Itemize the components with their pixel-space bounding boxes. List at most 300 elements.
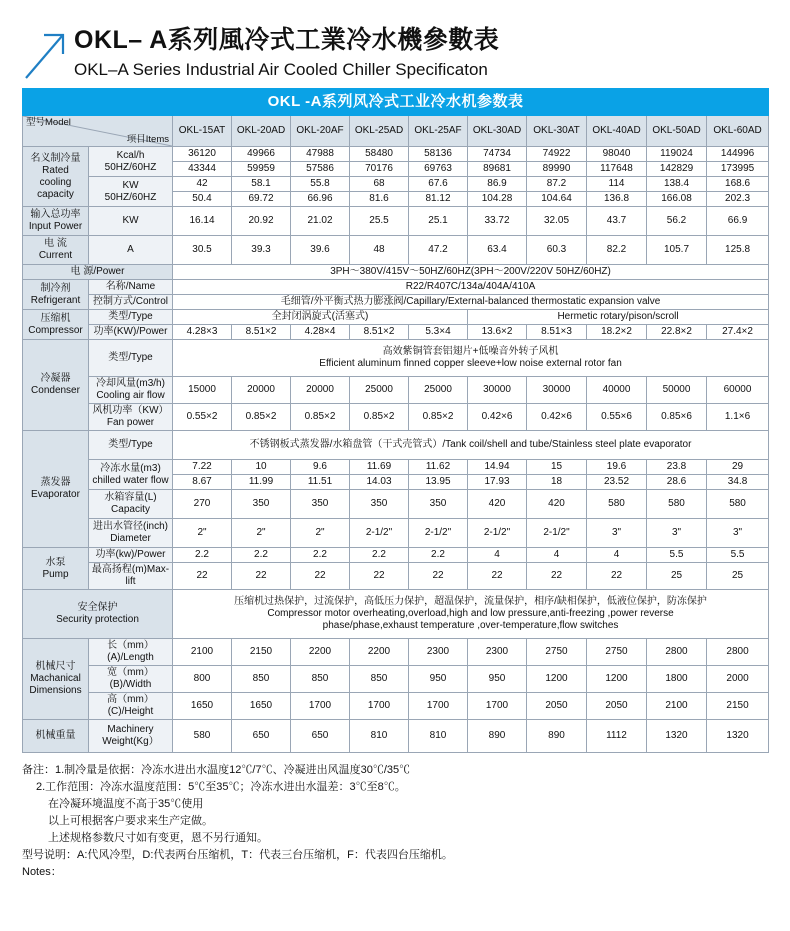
cell: 32.05 [527,207,587,236]
cell: 47.2 [409,236,468,265]
cell: 22 [409,563,468,590]
security-value [173,590,769,639]
cell: 350 [291,490,350,519]
model-name: OKL-25AD [354,125,404,136]
cell: 60.3 [527,236,587,265]
model-header-cell [468,116,527,147]
label-cn: 机械尺寸 [35,661,76,672]
cell: 2000 [707,666,769,693]
label-cn: 蒸发器 [40,477,71,488]
cell: 350 [350,490,409,519]
cell: 800 [173,666,232,693]
cell: 69.72 [232,192,291,207]
cell: 40000 [587,377,647,404]
cell: 22 [173,563,232,590]
cell: 114 [587,177,647,192]
cell: 19.6 [587,460,647,475]
label-cn: 压缩机 [40,312,71,324]
row-label-evaporator [23,431,89,548]
cell: 0.85×2 [350,404,409,431]
cell: 39.6 [291,236,350,265]
cell: 63.4 [468,236,527,265]
model-header-cell [527,116,587,147]
cell: 74922 [527,147,587,162]
cell: 2750 [587,639,647,666]
condenser-type-en: Efficient aluminum finned copper sleeve+low noise external rotor fan [319,358,622,369]
dimension-width-label: 宽（mm）(B)/Width [89,666,173,693]
cell: 16.14 [173,207,232,236]
cell: 0.85×6 [647,404,707,431]
cell: 59959 [232,162,291,177]
cell: 25 [707,563,769,590]
table-row [23,325,769,340]
table-row [23,431,769,460]
cell: 25.5 [350,207,409,236]
cell: 1800 [647,666,707,693]
specification-table [22,88,769,753]
cell: 11.51 [291,475,350,490]
table-row [23,519,769,548]
label-en: Capacity [111,504,150,515]
label-en: Input Power [28,221,83,232]
cell: 119024 [647,147,707,162]
label-cn: 安全保护 [77,602,118,613]
table-banner: OKL -A系列风冷式工业冷水机参数表 [23,89,769,116]
cell: 104.28 [468,192,527,207]
cell: 33.72 [468,207,527,236]
label-en: Current [38,250,73,261]
cell: 66.96 [291,192,350,207]
label-en: Pump [42,568,69,580]
condenser-type-cn: 高效紫铜管套铝翅片+低噪音外转子风机 [382,346,559,357]
cell: 580 [587,490,647,519]
note-line-1: 备注：1.制冷量是依据：冷冻水进出水温度12℃/7℃、冷凝进出风温度30℃/35℃ [22,764,411,776]
label-en: Compressor [28,324,83,336]
cell: 4.28×3 [173,325,232,340]
cell: 0.85×2 [232,404,291,431]
label-cn: 水箱容量(L) [104,492,157,503]
table-row [23,340,769,377]
cell: 3" [707,519,769,548]
cell: 60000 [707,377,769,404]
row-label-input-power [23,207,89,236]
cell: 125.8 [707,236,769,265]
security-line-en-1: Compressor motor overheating,overload,high and low pressure,anti-freezing ,power reverse [267,608,674,619]
row-label-power-supply: 电 源/Power [23,265,173,280]
label-en: Rated cooling capacity [37,164,74,200]
row-label-weight: 机械重量 [23,720,89,753]
cell: 2150 [707,693,769,720]
cell: 2.2 [173,548,232,563]
cell: 58.1 [232,177,291,192]
row-label-pump [23,548,89,590]
note-line-3: 在冷凝环境温度不高于35℃使用 [48,798,204,811]
cell: 2" [232,519,291,548]
table-row [23,404,769,431]
cell: 4.28×4 [291,325,350,340]
label-en-1: Machinery [107,724,154,735]
label-cn: 进出水管径(inch) [92,521,168,532]
cell: 18 [527,475,587,490]
cell: 9.6 [291,460,350,475]
cell: 18.2×2 [587,325,647,340]
cell: 34.8 [707,475,769,490]
cell: 89681 [468,162,527,177]
cell: 202.3 [707,192,769,207]
row-label-rated-cooling [23,147,89,207]
power-supply-value: 3PH～380V/415V～50HZ/60HZ(3PH～200V/220V 50HZ/60HZ) [173,265,769,280]
cell: 105.7 [647,236,707,265]
condenser-fanpower-label [89,404,173,431]
model-name: OKL-20AF [296,125,344,136]
model-header-cell [707,116,769,147]
cell: 168.6 [707,177,769,192]
cell: 50000 [647,377,707,404]
cell: 1700 [291,693,350,720]
cell: 650 [291,720,350,753]
dimension-height-label: 高（mm）(C)/Height [89,693,173,720]
cell: 1700 [350,693,409,720]
table-row [23,236,769,265]
cell: 66.9 [707,207,769,236]
label-cn: 制冷剂 [40,282,71,294]
condenser-type-label: 类型/Type [89,340,173,377]
evaporator-type-label: 类型/Type [89,431,173,460]
cell: 81.6 [350,192,409,207]
cell: 0.55×2 [173,404,232,431]
label-cn: 名义制冷量 [30,152,81,164]
cell: 5.5 [647,548,707,563]
cell: 2100 [173,639,232,666]
cell: 86.9 [468,177,527,192]
cell: 15000 [173,377,232,404]
cell: 25000 [350,377,409,404]
cell: 43.7 [587,207,647,236]
label-en: Diameter [110,533,151,544]
cell: 14.03 [350,475,409,490]
cell: 42 [173,177,232,192]
cell: 56.2 [647,207,707,236]
cell: 580 [647,490,707,519]
cell: 22 [232,563,291,590]
cell: 166.08 [647,192,707,207]
cell: 810 [350,720,409,753]
note-line-2: 2.工作范围：冷冻水温度范围：5℃至35℃；冷冻水进出水温差：3℃至8℃。 [36,781,406,794]
cell: 30000 [527,377,587,404]
unit-amp: A [89,236,173,265]
table-row [23,563,769,590]
cell: 2-1/2" [468,519,527,548]
cell: 0.85×2 [409,404,468,431]
cell: 810 [409,720,468,753]
table-row [23,280,769,295]
model-name: OKL-15AT [178,125,226,136]
model-header-cell [232,116,291,147]
cell: 950 [468,666,527,693]
cell: 650 [232,720,291,753]
cell: 1.1×6 [707,404,769,431]
cell: 2-1/2" [350,519,409,548]
note-line-4: 以上可根据客户要求来生产定做。 [48,815,213,828]
table-row [23,548,769,563]
row-label-current [23,236,89,265]
label-en-2: Weight(Kg） [102,736,159,747]
model-header-cell [587,116,647,147]
table-row [23,590,769,639]
cell: 28.6 [647,475,707,490]
cell: 29 [707,460,769,475]
cell: 30000 [468,377,527,404]
model-name: OKL-50AD [652,125,701,136]
cell: 2200 [350,639,409,666]
model-name: OKL-20AD [236,125,286,136]
corner-label-items: 项目Items [126,133,169,145]
cell: 22.8×2 [647,325,707,340]
cell: 20000 [232,377,291,404]
row-label-refrigerant [23,280,89,310]
table-header-row [23,116,769,147]
cell: 2" [291,519,350,548]
cell: 58480 [350,147,409,162]
cell: 2050 [587,693,647,720]
cell: 420 [527,490,587,519]
unit-freq: 50HZ/60HZ [104,191,157,203]
table-row [23,207,769,236]
cell: 8.51×3 [527,325,587,340]
label-en: Evaporator [31,489,80,500]
unit-freq: 50HZ/60HZ [104,161,157,173]
evaporator-flow-label [89,460,173,490]
cell: 0.55×6 [587,404,647,431]
pump-lift-label: 最高扬程(m)Max-lift [89,563,173,590]
cell: 2-1/2" [409,519,468,548]
cell: 1200 [587,666,647,693]
cell: 2800 [707,639,769,666]
compressor-power-label: 功率(KW)/Power [89,325,173,340]
unit-label: Kcal/h [116,149,145,161]
cell: 0.85×2 [291,404,350,431]
refrigerant-name-value: R22/R407C/134a/404A/410A [173,280,769,295]
cell: 3" [587,519,647,548]
cell: 13.6×2 [468,325,527,340]
cell: 13.95 [409,475,468,490]
cell: 4 [468,548,527,563]
label-cn: 输入总功率 [30,209,81,220]
label-en: Fan power [106,417,155,428]
cell: 23.52 [587,475,647,490]
compressor-type-en: Hermetic rotary/pison/scroll [468,310,769,325]
condenser-airflow-label [89,377,173,404]
label-cn: 冷凝器 [40,373,71,384]
security-line-cn: 压缩机过热保护，过流保护，高低压力保护，超温保护，流量保护，相序/缺相保护，低液位保护，防冻保护 [234,596,707,607]
cell: 14.94 [468,460,527,475]
dimension-length-label: 长（mm）(A)/Length [89,639,173,666]
cell: 142829 [647,162,707,177]
cell: 1112 [587,720,647,753]
label-cn: 电 流 [44,238,67,249]
cell: 8.51×2 [350,325,409,340]
table-row [23,177,769,192]
table-row [23,265,769,280]
label-en: Security protection [56,614,139,625]
cell: 144996 [707,147,769,162]
cell: 70176 [350,162,409,177]
pump-power-label: 功率(kw)/Power [89,548,173,563]
cell: 420 [468,490,527,519]
label-cn: 风机功率（KW） [92,405,169,416]
cell: 39.3 [232,236,291,265]
cell: 580 [173,720,232,753]
cell: 11.69 [350,460,409,475]
cell: 1320 [707,720,769,753]
evaporator-capacity-label [89,490,173,519]
cell: 350 [232,490,291,519]
cell: 69763 [409,162,468,177]
cell: 0.42×6 [468,404,527,431]
cell: 74734 [468,147,527,162]
cell: 22 [291,563,350,590]
label-en: Condenser [31,385,80,396]
cell: 5.3×4 [409,325,468,340]
cell: 138.4 [647,177,707,192]
model-header-cell [647,116,707,147]
cell: 2.2 [350,548,409,563]
cell: 850 [291,666,350,693]
table-row [23,310,769,325]
table-row [23,460,769,475]
model-name: OKL-40AD [592,125,641,136]
cell: 4 [527,548,587,563]
cell: 890 [468,720,527,753]
cell: 17.93 [468,475,527,490]
cell: 580 [707,490,769,519]
cell: 850 [232,666,291,693]
cell: 2" [173,519,232,548]
cell: 2.2 [291,548,350,563]
cell: 98040 [587,147,647,162]
cell: 136.8 [587,192,647,207]
cell: 1700 [409,693,468,720]
cell: 47988 [291,147,350,162]
table-banner-row [23,89,769,116]
cell: 81.12 [409,192,468,207]
evaporator-type-value: 不锈钢板式蒸发器/水箱盘管（干式壳管式）/Tank coil/shell and tube/Stainless steel plate evaporator [173,431,769,460]
cell: 30.5 [173,236,232,265]
table-row [23,490,769,519]
cell: 15 [527,460,587,475]
arrow-up-right-icon [22,30,68,80]
label-en: Machanical Dimensions [29,673,82,696]
row-label-dimensions [23,639,89,720]
table-row [23,666,769,693]
note-line-7: Notes： [22,866,62,879]
unit-kw: KW [89,207,173,236]
evaporator-diameter-label [89,519,173,548]
unit-label: KW [122,179,139,191]
label-en: Cooling air flow [96,390,165,401]
page-header [22,0,768,88]
model-name: OKL-25AF [414,125,462,136]
label-cn: 冷冻水量(m3) [100,462,161,474]
cell: 11.62 [409,460,468,475]
cell: 55.8 [291,177,350,192]
cell: 48 [350,236,409,265]
cell: 67.6 [409,177,468,192]
note-line-5: 上述规格参数尺寸如有变更，恩不另行通知。 [48,832,268,845]
table-row [23,720,769,753]
table-row [23,639,769,666]
cell: 1650 [232,693,291,720]
cell: 2050 [527,693,587,720]
cell: 8.51×2 [232,325,291,340]
cell: 2150 [232,639,291,666]
cell: 104.64 [527,192,587,207]
cell: 890 [527,720,587,753]
cell: 89990 [527,162,587,177]
cell: 2-1/2" [527,519,587,548]
cell: 1200 [527,666,587,693]
table-row [23,377,769,404]
cell: 68 [350,177,409,192]
table-row [23,295,769,310]
title-block [74,26,768,80]
cell: 10 [232,460,291,475]
cell: 2300 [468,639,527,666]
cell: 25 [647,563,707,590]
row-label-compressor [23,310,89,340]
cell: 22 [587,563,647,590]
condenser-type-value [173,340,769,377]
cell: 950 [409,666,468,693]
cell: 117648 [587,162,647,177]
unit-kcal [89,147,173,177]
cell: 20.92 [232,207,291,236]
corner-cell [23,116,173,147]
cell: 173995 [707,162,769,177]
weight-unit-label [89,720,173,753]
model-header-cell [350,116,409,147]
cell: 2800 [647,639,707,666]
cell: 22 [350,563,409,590]
security-line-en-2: phase/phase,exhaust temperature ,over-temperature,flow switches [322,620,619,631]
cell: 1700 [468,693,527,720]
corner-label-model: 型号Model [26,117,71,128]
cell: 8.67 [173,475,232,490]
cell: 2.2 [232,548,291,563]
page-title-en: OKL–A Series Industrial Air Cooled Chiller Specificaton [74,59,488,79]
cell: 1320 [647,720,707,753]
cell: 57586 [291,162,350,177]
cell: 0.42×6 [527,404,587,431]
cell: 270 [173,490,232,519]
model-name: OKL-60AD [713,125,762,136]
row-label-condenser [23,340,89,431]
model-header-cell [173,116,232,147]
cell: 3" [647,519,707,548]
cell: 82.2 [587,236,647,265]
row-label-security [23,590,173,639]
label-en: chilled water flow [92,474,169,486]
label-cn: 水泵 [45,556,66,568]
cell: 25.1 [409,207,468,236]
unit-kw [89,177,173,207]
cell: 23.8 [647,460,707,475]
cell: 87.2 [527,177,587,192]
refrigerant-control-value: 毛细管/外平衡式热力膨涨阀/Capillary/External-balanced thermostatic expansion valve [173,295,769,310]
model-name: OKL-30AD [472,125,522,136]
cell: 21.02 [291,207,350,236]
cell: 4 [587,548,647,563]
